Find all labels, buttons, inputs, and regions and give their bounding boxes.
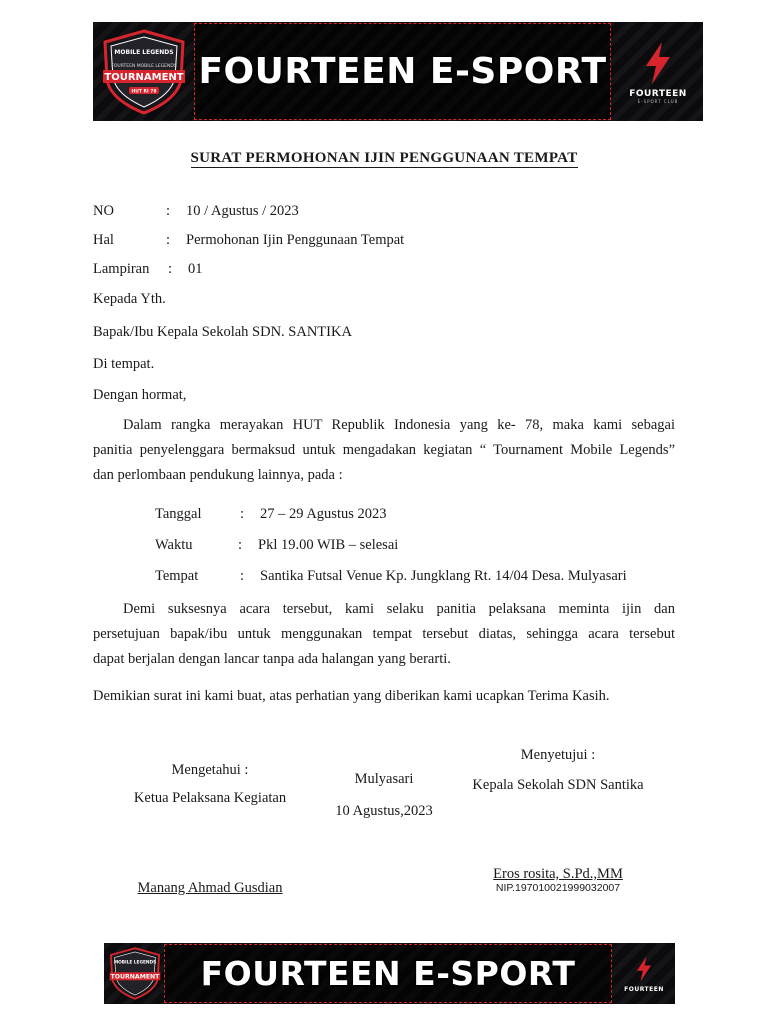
logo-top-text: MOBILE LEGENDS	[113, 960, 157, 966]
lightning-bolt-icon	[641, 41, 675, 85]
lightning-bolt-icon	[634, 955, 654, 983]
meta-lampiran-value: 01	[188, 261, 203, 277]
paragraph-1-line-3: dan perlombaan pendukung lainnya, pada :	[93, 467, 343, 483]
detail-tanggal-label: Tanggal	[155, 506, 202, 522]
logo-top-text: MOBILE LEGENDS	[114, 49, 174, 56]
logo-main-text: TOURNAMENT	[110, 973, 160, 981]
brand-name: FOURTEEN	[624, 986, 664, 993]
meta-no-sep: :	[166, 203, 171, 219]
detail-waktu-value: Pkl 19.00 WIB – selesai	[258, 537, 399, 553]
tournament-shield-icon	[106, 946, 164, 1001]
paragraph-2	[93, 597, 675, 672]
recipient-line-1: Kepada Yth.	[93, 291, 166, 307]
logo-sub-text: FOURTEEN MOBILE LEGENDS	[111, 64, 177, 69]
brand-mark	[613, 30, 703, 114]
sign-right-role: Kepala Sekolah SDN Santika	[472, 777, 644, 793]
detail-waktu-sep: :	[238, 537, 243, 553]
sign-right-heading: Menyetujui :	[520, 747, 596, 763]
meta-hal-sep: :	[166, 232, 171, 248]
closing-sentence: Demikian surat ini kami buat, atas perhatian yang diberikan kami ucapkan Terima Kasih.	[93, 688, 610, 704]
document-title	[0, 150, 768, 167]
detail-tanggal-sep: :	[240, 506, 245, 522]
tournament-logo	[97, 28, 191, 116]
paragraph-2-line-3: dapat berjalan dengan lancar tanpa ada halangan yang berarti.	[93, 651, 451, 667]
sign-date: 10 Agustus,2023	[335, 803, 433, 819]
meta-hal-value: Permohonan Ijin Penggunaan Tempat	[186, 232, 405, 248]
meta-lampiran-sep: :	[168, 261, 173, 277]
meta-no-label: NO	[93, 203, 114, 219]
brand-name: FOURTEEN	[629, 88, 687, 99]
banner-title-box	[194, 23, 611, 120]
logo-main-text: TOURNAMENT	[104, 72, 184, 83]
banner-title: FOURTEEN E-SPORT	[198, 51, 607, 92]
logo-bottom-text: HUT RI 78	[131, 89, 157, 95]
banner-title: FOURTEEN E-SPORT	[200, 954, 576, 993]
meta-lampiran-label: Lampiran	[93, 261, 150, 277]
paragraph-1-line-2: panitia penyelenggara bermaksud untuk mengadakan kegiatan “ Tournament Mobile Legends”	[93, 442, 675, 458]
banner-title-box	[164, 944, 612, 1003]
paragraph-2-line-1: Demi suksesnya acara tersebut, kami selaku panitia pelaksana meminta ijin dan	[123, 601, 675, 617]
tournament-logo	[106, 946, 164, 1001]
document-title-text: SURAT PERMOHONAN IJIN PENGGUNAAN TEMPAT	[190, 150, 578, 166]
brand-mark	[614, 947, 674, 1001]
meta-no-value: 10 / Agustus / 2023	[186, 203, 299, 219]
brand-subtitle: E-SPORT CLUB	[637, 98, 679, 104]
tournament-shield-icon	[97, 28, 191, 116]
sign-left-role: Ketua Pelaksana Kegiatan	[133, 790, 287, 806]
detail-tempat-sep: :	[240, 568, 245, 584]
sign-left-name: Manang Ahmad Gusdian	[137, 880, 283, 896]
sign-left-heading: Mengetahui :	[171, 762, 249, 778]
detail-tanggal-value: 27 – 29 Agustus 2023	[260, 506, 387, 522]
detail-waktu-label: Waktu	[155, 537, 193, 553]
detail-tempat-value: Santika Futsal Venue Kp. Jungklang Rt. 14/04 Desa. Mulyasari	[260, 568, 627, 584]
meta-hal-label: Hal	[93, 232, 114, 248]
paragraph-1	[93, 413, 675, 488]
sign-right-name: Eros rosita, S.Pd.,MM	[493, 866, 623, 882]
greeting: Dengan hormat,	[93, 387, 187, 403]
paragraph-2-line-2: persetujuan bapak/ibu untuk menggunakan tempat tersebut diatas, sehingga acara tersebut	[93, 626, 675, 642]
header-banner	[93, 22, 703, 121]
recipient-line-2: Bapak/Ibu Kepala Sekolah SDN. SANTIKA	[93, 324, 352, 340]
sign-right-nip: NIP.197010021999032007	[495, 882, 621, 894]
detail-tempat-label: Tempat	[155, 568, 199, 584]
sign-place: Mulyasari	[354, 771, 414, 787]
recipient-line-3: Di tempat.	[93, 356, 155, 372]
paragraph-1-line-1: Dalam rangka merayakan HUT Republik Indonesia yang ke- 78, maka kami sebagai	[123, 417, 675, 433]
footer-banner	[104, 943, 675, 1004]
